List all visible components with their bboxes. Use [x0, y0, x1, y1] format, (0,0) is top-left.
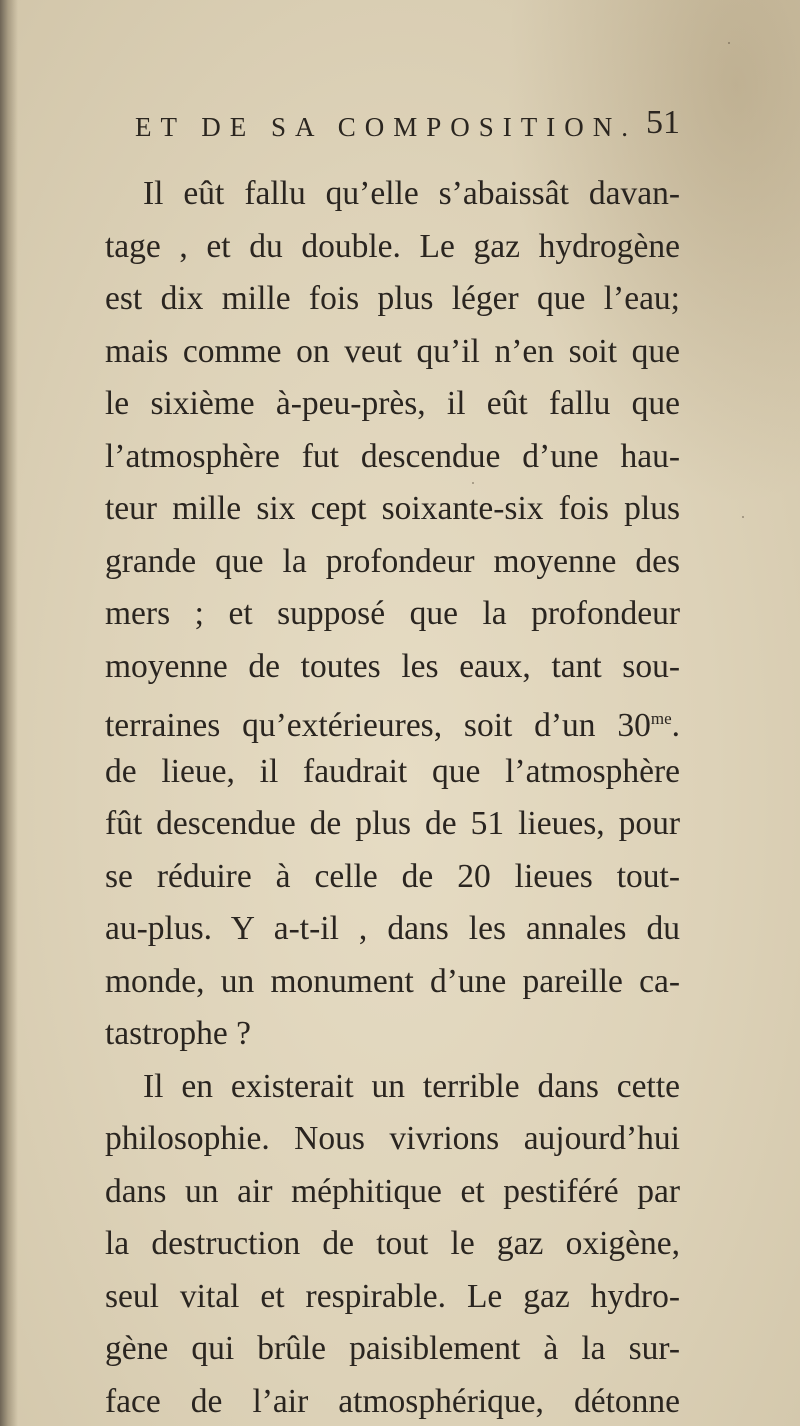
text-line: la destruction de tout le gaz oxigène, — [105, 1225, 680, 1262]
text-line: se réduire à celle de 20 lieues tout- — [105, 857, 680, 895]
text-line: gène qui brûle paisiblement à la sur- — [105, 1330, 680, 1367]
text-line: tastrophe ? — [105, 1015, 252, 1052]
paper-speck — [472, 482, 474, 484]
text-line: Il en existerait un terrible dans cette — [143, 1067, 680, 1105]
text-line: l’atmosphère fut descendue d’une hau- — [105, 437, 680, 475]
page-number: 51 — [646, 104, 680, 141]
text-line-with-superscript — [105, 693, 680, 746]
paper-speck — [742, 516, 744, 518]
text-line: moyenne de toutes les eaux, tant sou- — [105, 647, 680, 685]
paper-speck — [728, 42, 730, 44]
text-line: le sixième à-peu-près, il eût fallu que — [105, 385, 680, 422]
text-line: monde, un monument d’une pareille ca- — [105, 962, 680, 1000]
text-line-main: terraines qu’extérieures, soit d’un 30 — [105, 707, 651, 745]
text-line: dans un air méphitique et pestiféré par — [105, 1172, 680, 1210]
text-line: face de l’air atmosphérique, détonne — [105, 1382, 680, 1420]
text-line: au-plus. Y a-t-il , dans les annales du — [105, 910, 680, 947]
page-header — [135, 104, 680, 152]
text-line: Il eût fallu qu’elle s’abaissât davan- — [143, 175, 680, 212]
superscript-suffix: . — [671, 707, 680, 745]
text-line: fût descendue de plus de 51 lieues, pour — [105, 805, 680, 842]
body-text — [105, 168, 680, 1426]
text-line: philosophie. Nous vivrions aujourd’hui — [105, 1120, 680, 1157]
running-head: ET DE SA COMPOSITION. — [135, 112, 638, 142]
page-binding-edge — [0, 0, 18, 1426]
text-line: seul vital et respirable. Le gaz hydro- — [105, 1277, 680, 1315]
text-line: tage , et du double. Le gaz hydrogène — [105, 227, 680, 265]
text-line: mers ; et supposé que la profondeur — [105, 595, 680, 632]
text-line: grande que la profondeur moyenne des — [105, 542, 680, 580]
text-line: mais comme on veut qu’il n’en soit que — [105, 332, 680, 370]
text-line: est dix mille fois plus léger que l’eau; — [105, 280, 680, 317]
text-line: teur mille six cept soixante-six fois plus — [105, 490, 680, 527]
text-line: de lieue, il faudrait que l’atmosphère — [105, 752, 680, 790]
superscript: me — [650, 709, 672, 728]
